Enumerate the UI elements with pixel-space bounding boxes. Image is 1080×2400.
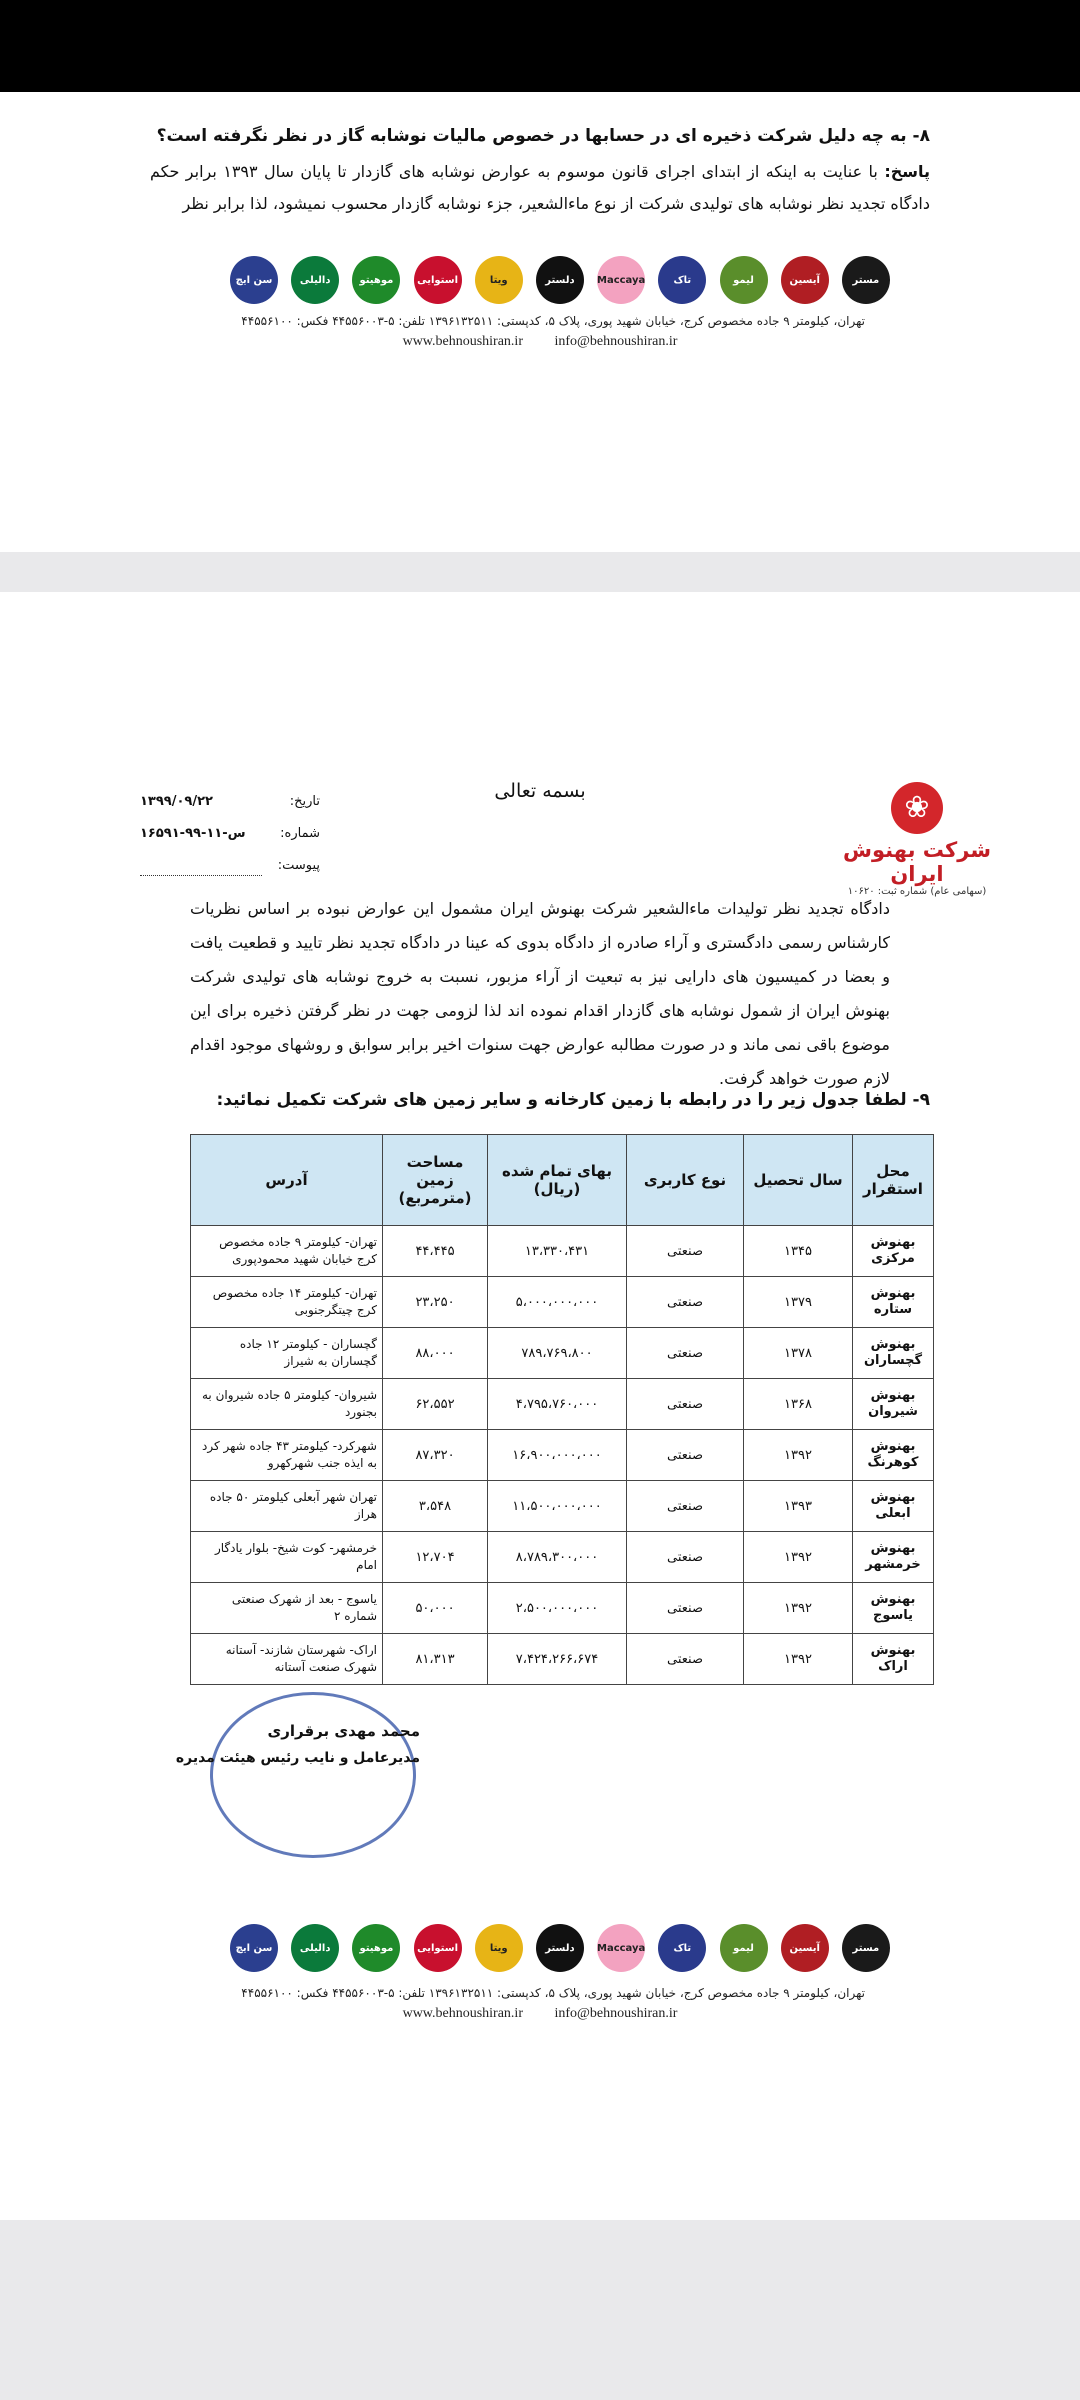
question-8: ۸- به چه دلیل شرکت ذخیره ای در حسابها در خصوص مالیات نوشابه گاز در نظر نگرفته است؟ xyxy=(156,126,930,146)
table-row xyxy=(191,1532,934,1583)
table-row xyxy=(191,1277,934,1328)
cell-location: بهنوش اراک xyxy=(853,1634,934,1685)
cell-area: ۶۲،۵۵۲ xyxy=(383,1379,488,1430)
cell-location: بهنوش مرکزی xyxy=(853,1226,934,1277)
footer-website[interactable]: www.behnoushiran.ir xyxy=(402,334,523,349)
footer-web xyxy=(0,334,1080,350)
brand-logo-icon: لیمو xyxy=(720,256,768,304)
signer-title: مدیرعامل و نایب رئیس هیئت مدیره xyxy=(175,1750,420,1766)
brand-logo-icon: دلستر xyxy=(536,256,584,304)
cell-year: ۱۳۷۹ xyxy=(744,1277,853,1328)
brand-logo-icon: تاک xyxy=(658,1924,706,1972)
cell-cost: ۱۱،۵۰۰،۰۰۰،۰۰۰ xyxy=(488,1481,627,1532)
cell-location: بهنوش کوهرنگ xyxy=(853,1430,934,1481)
cell-cost: ۱۳،۳۳۰،۴۳۱ xyxy=(488,1226,627,1277)
status-bar xyxy=(0,0,1080,92)
cell-cost: ۵،۰۰۰،۰۰۰،۰۰۰ xyxy=(488,1277,627,1328)
number-label: شماره: xyxy=(280,826,320,841)
brand-logo-icon: آیسین xyxy=(781,1924,829,1972)
table-row xyxy=(191,1226,934,1277)
company-stamp xyxy=(210,1692,416,1858)
footer-address: تهران، کیلومتر ۹ جاده مخصوص کرج، خیابان شهید پوری، پلاک ۵، کدپستی: ۱۳۹۶۱۳۲۵۱۱ تلفن: ۵-۴۴۵۵۶۰۰۳ فکس: ۴۴۵۵۶۱۰۰ xyxy=(241,314,865,328)
attachment-field xyxy=(140,858,320,878)
brand-logo-icon: موهیتو xyxy=(352,256,400,304)
cell-location: بهنوش یاسوج xyxy=(853,1583,934,1634)
brand-logo-icon: دالیلی xyxy=(291,1924,339,1972)
footer-email-2[interactable]: info@behnoushiran.ir xyxy=(554,2006,678,2021)
answer-label: پاسخ: xyxy=(884,162,930,181)
answer-text: با عنایت به اینکه از ابتدای اجرای قانون موسوم به عوارض نوشابه های گازدار تا پایان سال ۱۳۹۳ برابر حکم دادگاه تجدید نظر نوشابه های تولیدی شرکت از نوع ماءالشعیر، جزء نوشابه گازدار محسوب نمیشود، لذا برابر نظر xyxy=(150,162,930,213)
cell-address: اراک- شهرستان شازند- آستانه شهرک صنعت آستانه xyxy=(191,1634,383,1685)
document-page-1 xyxy=(0,92,1080,552)
cell-area: ۸۸،۰۰۰ xyxy=(383,1328,488,1379)
cell-address: تهران شهر آبعلی کیلومتر ۵۰ جاده هراز xyxy=(191,1481,383,1532)
brand-logo-icon: لیمو xyxy=(720,1924,768,1972)
cell-area: ۸۷،۳۲۰ xyxy=(383,1430,488,1481)
table-header-row xyxy=(191,1135,934,1226)
header-year: سال تحصیل xyxy=(744,1135,853,1226)
header-usage: نوع کاربری xyxy=(627,1135,744,1226)
footer-address-2: تهران، کیلومتر ۹ جاده مخصوص کرج، خیابان شهید پوری، پلاک ۵، کدپستی: ۱۳۹۶۱۳۲۵۱۱ تلفن: ۵-۴۴۵۵۶۰۰۳ فکس: ۴۴۵۵۶۱۰۰ xyxy=(241,1986,865,2000)
cell-area: ۵۰،۰۰۰ xyxy=(383,1583,488,1634)
footer-web-2 xyxy=(0,2006,1080,2022)
company-logo xyxy=(842,782,992,897)
cell-address: شهرکرد- کیلومتر ۴۳ جاده شهر کرد به ایذه جنب شهرکهرو xyxy=(191,1430,383,1481)
land-table xyxy=(190,1134,934,1685)
brand-logo-icon: مستر xyxy=(842,1924,890,1972)
body-paragraph: دادگاه تجدید نظر تولیدات ماءالشعیر شرکت بهنوش ایران مشمول این عوارض نبوده بر اساس نظریات کارشناس رسمی دادگستری و آراء صادره از دادگاه بدوی که عینا در دادگاه تجدید نظر تایید و قطعیت یافت و بعضا در کمیسیون های دارایی نیز به تبعیت از آراء مزبور، نسبت به خروج نوشابه های تولیدی شرکت بهنوش ایران از شمول نوشابه های گازدار اقدام نموده اند لذا لزومی جهت در نظر گرفتن ذخیره برای این موضوع باقی نمی ماند و در صورت مطالبه عوارض جهت سنوات اخیر برابر سوابق و روشهای موجود اقدام لازم صورت خواهد گرفت. xyxy=(190,899,890,1088)
flower-logo-icon: ❀ xyxy=(891,782,943,834)
company-name: شرکت بهنوش ایران xyxy=(843,838,991,886)
brand-logo-icon: استوایی xyxy=(414,1924,462,1972)
header-address: آدرس xyxy=(191,1135,383,1226)
header-area: مساحت زمین (مترمربع) xyxy=(383,1135,488,1226)
cell-area: ۳،۵۴۸ xyxy=(383,1481,488,1532)
cell-location: بهنوش گچساران xyxy=(853,1328,934,1379)
company-registration: (سهامی عام) شماره ثبت: ۱۰۶۲۰ xyxy=(847,886,987,897)
cell-usage: صنعتی xyxy=(627,1226,744,1277)
brand-logo-icon: ویتا xyxy=(475,1924,523,1972)
footer-email[interactable]: info@behnoushiran.ir xyxy=(554,334,678,349)
table-row xyxy=(191,1583,934,1634)
cell-usage: صنعتی xyxy=(627,1328,744,1379)
document-page-2 xyxy=(0,592,1080,2220)
brand-logo-icon: سن ایچ xyxy=(230,1924,278,1972)
brand-logo-icon: ویتا xyxy=(475,256,523,304)
cell-year: ۱۳۶۸ xyxy=(744,1379,853,1430)
table-row xyxy=(191,1430,934,1481)
attachment-label: پیوست: xyxy=(277,858,320,873)
header-location: محل استقرار xyxy=(853,1135,934,1226)
brand-logo-icon: موهیتو xyxy=(352,1924,400,1972)
cell-year: ۱۳۷۸ xyxy=(744,1328,853,1379)
cell-usage: صنعتی xyxy=(627,1379,744,1430)
table-row xyxy=(191,1481,934,1532)
cell-usage: صنعتی xyxy=(627,1532,744,1583)
header-cost: بهای تمام شده (ریال) xyxy=(488,1135,627,1226)
cell-year: ۱۳۹۲ xyxy=(744,1583,853,1634)
cell-address: تهران- کیلومتر ۹ جاده مخصوص کرج خیابان شهید محمودپوری xyxy=(191,1226,383,1277)
cell-location: بهنوش خرمشهر xyxy=(853,1532,934,1583)
cell-address: خرمشهر- کوت شیخ- بلوار یادگار امام xyxy=(191,1532,383,1583)
cell-usage: صنعتی xyxy=(627,1481,744,1532)
cell-cost: ۷،۴۲۴،۲۶۶،۶۷۴ xyxy=(488,1634,627,1685)
cell-address: شیروان- کیلومتر ۵ جاده شیروان به بجنورد xyxy=(191,1379,383,1430)
signature-block xyxy=(175,1682,420,1862)
brand-logos-strip-2 xyxy=(230,1922,890,1974)
cell-cost: ۷۸۹،۷۶۹،۸۰۰ xyxy=(488,1328,627,1379)
cell-year: ۱۳۹۲ xyxy=(744,1532,853,1583)
cell-usage: صنعتی xyxy=(627,1634,744,1685)
cell-year: ۱۳۹۲ xyxy=(744,1430,853,1481)
footer-website-2[interactable]: www.behnoushiran.ir xyxy=(402,2006,523,2021)
brand-logo-icon: دلستر xyxy=(536,1924,584,1972)
cell-usage: صنعتی xyxy=(627,1430,744,1481)
table-row xyxy=(191,1634,934,1685)
brand-logo-icon: استوایی xyxy=(414,256,462,304)
cell-area: ۱۲،۷۰۴ xyxy=(383,1532,488,1583)
number-field xyxy=(140,826,320,846)
date-value: ۱۳۹۹/۰۹/۲۲ xyxy=(140,794,213,809)
cell-cost: ۴،۷۹۵،۷۶۰،۰۰۰ xyxy=(488,1379,627,1430)
brand-logo-icon: تاک xyxy=(658,256,706,304)
cell-year: ۱۳۹۳ xyxy=(744,1481,853,1532)
question-9: ۹- لطفا جدول زیر را در رابطه با زمین کارخانه و سایر زمین های شرکت تکمیل نمائید: xyxy=(216,1090,930,1110)
signer-name: محمد مهدی برقراری xyxy=(267,1722,420,1740)
cell-location: بهنوش ستاره xyxy=(853,1277,934,1328)
number-value: ۱۶۵۹۱-س-۱۱-۹۹ xyxy=(140,826,246,841)
brand-logos-strip xyxy=(230,254,890,306)
table-row xyxy=(191,1328,934,1379)
bismillah-heading: بسمه تعالی xyxy=(494,780,586,802)
brand-logo-icon: Maccaya xyxy=(597,1924,645,1972)
cell-usage: صنعتی xyxy=(627,1277,744,1328)
cell-address: گچساران - کیلومتر ۱۲ جاده گچساران به شیراز xyxy=(191,1328,383,1379)
cell-area: ۴۴،۴۴۵ xyxy=(383,1226,488,1277)
cell-year: ۱۳۴۵ xyxy=(744,1226,853,1277)
table-row xyxy=(191,1379,934,1430)
brand-logo-icon: سن ایچ xyxy=(230,256,278,304)
date-label: تاریخ: xyxy=(289,794,320,809)
cell-cost: ۲،۵۰۰،۰۰۰،۰۰۰ xyxy=(488,1583,627,1634)
brand-logo-icon: آیسین xyxy=(781,256,829,304)
attachment-line xyxy=(140,875,262,876)
brand-logo-icon: Maccaya xyxy=(597,256,645,304)
cell-year: ۱۳۹۲ xyxy=(744,1634,853,1685)
cell-cost: ۸،۷۸۹،۳۰۰،۰۰۰ xyxy=(488,1532,627,1583)
cell-area: ۲۳،۲۵۰ xyxy=(383,1277,488,1328)
brand-logo-icon: دالیلی xyxy=(291,256,339,304)
brand-logo-icon: مستر xyxy=(842,256,890,304)
date-field xyxy=(140,794,320,814)
cell-cost: ۱۶،۹۰۰،۰۰۰،۰۰۰ xyxy=(488,1430,627,1481)
cell-location: بهنوش ابعلی xyxy=(853,1481,934,1532)
answer-8 xyxy=(150,156,930,220)
cell-address: تهران- کیلومتر ۱۴ جاده مخصوص کرج چیتگرجنوبی xyxy=(191,1277,383,1328)
cell-usage: صنعتی xyxy=(627,1583,744,1634)
cell-area: ۸۱،۳۱۳ xyxy=(383,1634,488,1685)
cell-address: یاسوج - بعد از شهرک صنعتی شماره ۲ xyxy=(191,1583,383,1634)
cell-location: بهنوش شیروان xyxy=(853,1379,934,1430)
